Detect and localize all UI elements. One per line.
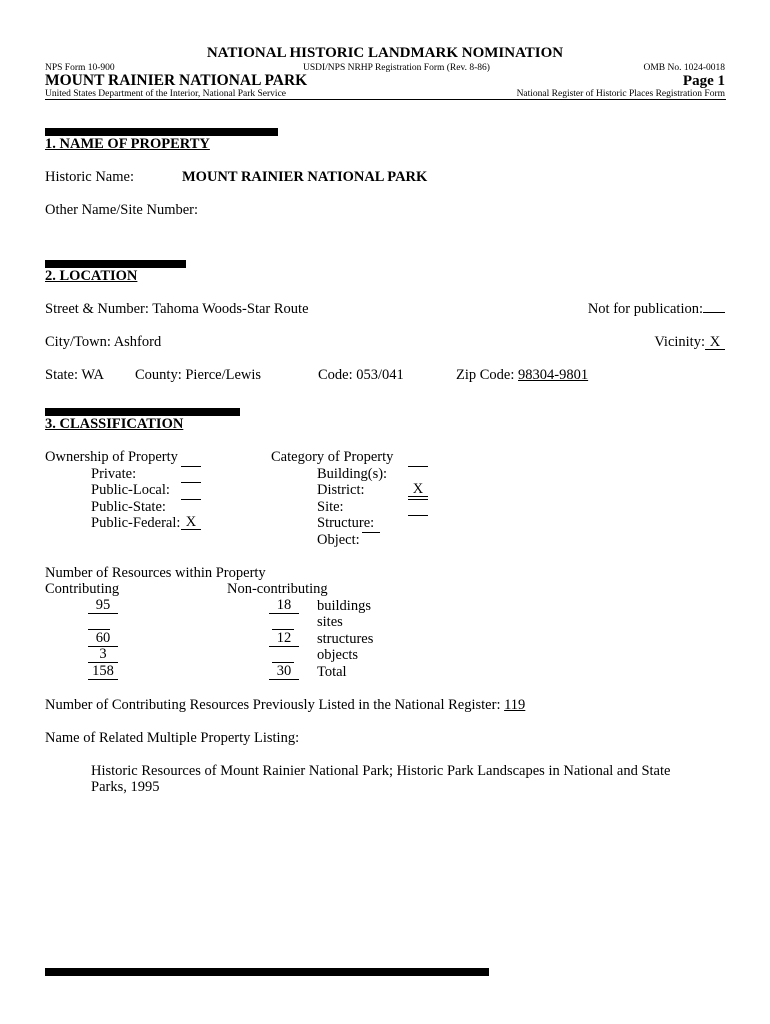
section2-heading: 2. LOCATION [45, 268, 138, 284]
category-heading: Category of Property [271, 449, 394, 465]
contributing-sites [88, 614, 110, 630]
contributing-structures: 60 [88, 631, 118, 647]
section1-bar [45, 128, 278, 136]
contributing-buildings: 95 [88, 598, 118, 614]
category-object-value [362, 532, 380, 533]
resource-type-sites: sites [317, 614, 343, 630]
register-name: National Register of Historic Places Registration Form [516, 89, 725, 99]
noncontributing-objects [272, 647, 294, 663]
not-for-publication-value [703, 312, 725, 313]
historic-name-label: Historic Name: [45, 169, 134, 185]
ownership-public-local-label: Public-Local: [91, 482, 170, 498]
state-value: WA [81, 367, 104, 383]
noncontributing-header: Non-contributing [227, 581, 328, 597]
not-for-publication-label: Not for publication: [587, 301, 703, 317]
noncontributing-structures: 12 [269, 631, 299, 647]
resource-type-objects: objects [317, 647, 359, 663]
resource-type-structures: structures [317, 631, 374, 647]
category-structure-label: Structure: [317, 515, 375, 531]
ownership-public-local-value [181, 482, 201, 483]
resource-type-total: Total [317, 664, 347, 680]
footer-bar [45, 968, 489, 976]
street-value: Tahoma Woods-Star Route [152, 301, 309, 317]
ownership-public-state-value [181, 499, 201, 500]
city-value: Ashford [113, 334, 162, 350]
ownership-public-federal-label: Public-Federal: [91, 515, 181, 531]
state-label: State: [45, 367, 79, 383]
contributing-objects: 3 [88, 647, 118, 663]
form-number: NPS Form 10-900 [45, 63, 115, 73]
noncontributing-buildings: 18 [269, 598, 299, 614]
resource-type-buildings: buildings [317, 598, 371, 614]
previously-listed-label: Number of Contributing Resources Previously Listed in the National Register: [45, 697, 501, 713]
category-structure-value [408, 515, 428, 516]
county-value: Pierce/Lewis [185, 367, 262, 383]
other-name-label: Other Name/Site Number: [45, 202, 199, 218]
header-rule [45, 99, 726, 100]
category-site-label: Site: [317, 499, 344, 515]
county-label: County: [135, 367, 182, 383]
category-building-label: Building(s): [317, 466, 388, 482]
category-building-value [408, 466, 428, 467]
section1-heading: 1. NAME OF PROPERTY [45, 136, 210, 152]
related-listing-line2: Parks, 1995 [91, 779, 160, 795]
omb-number: OMB No. 1024-0018 [643, 63, 725, 73]
department: United States Department of the Interior, National Park Service [45, 89, 287, 99]
document-title: NATIONAL HISTORIC LANDMARK NOMINATION [206, 45, 564, 61]
zip-value: 98304-9801 [518, 367, 589, 383]
previously-listed-value: 119 [504, 697, 526, 713]
related-listing-line1: Historic Resources of Mount Rainier National Park; Historic Park Landscapes in National and State [91, 763, 671, 779]
zip-label: Zip Code: [456, 367, 515, 383]
related-listing-label: Name of Related Multiple Property Listing: [45, 730, 300, 746]
category-district-value: X [408, 482, 428, 497]
noncontributing-sites [272, 614, 294, 630]
contributing-total: 158 [88, 664, 118, 680]
page-number: Page 1 [682, 73, 725, 89]
ownership-public-state-label: Public-State: [91, 499, 166, 515]
section2-bar [45, 260, 186, 268]
contributing-header: Contributing [45, 581, 120, 597]
park-name: MOUNT RAINIER NATIONAL PARK [45, 72, 308, 89]
resources-heading: Number of Resources within Property [45, 565, 266, 581]
code-value: 053/041 [356, 367, 404, 383]
code-label: Code: [318, 367, 353, 383]
ownership-public-federal-value: X [181, 515, 201, 530]
ownership-private-value [181, 466, 201, 467]
vicinity-value: X [705, 335, 725, 350]
noncontributing-total: 30 [269, 664, 299, 680]
ownership-private-label: Private: [91, 466, 137, 482]
category-district-label: District: [317, 482, 365, 498]
historic-name-value: MOUNT RAINIER NATIONAL PARK [182, 169, 428, 185]
vicinity-label: Vicinity: [654, 334, 705, 350]
street-label: Street & Number: [45, 301, 149, 317]
category-object-label: Object: [317, 532, 360, 548]
section3-heading: 3. CLASSIFICATION [45, 416, 184, 432]
form-name: USDI/NPS NRHP Registration Form (Rev. 8-86) [303, 63, 490, 73]
city-label: City/Town: [45, 334, 111, 350]
section3-bar [45, 408, 240, 416]
category-site-value [408, 499, 428, 500]
ownership-heading: Ownership of Property [45, 449, 178, 465]
